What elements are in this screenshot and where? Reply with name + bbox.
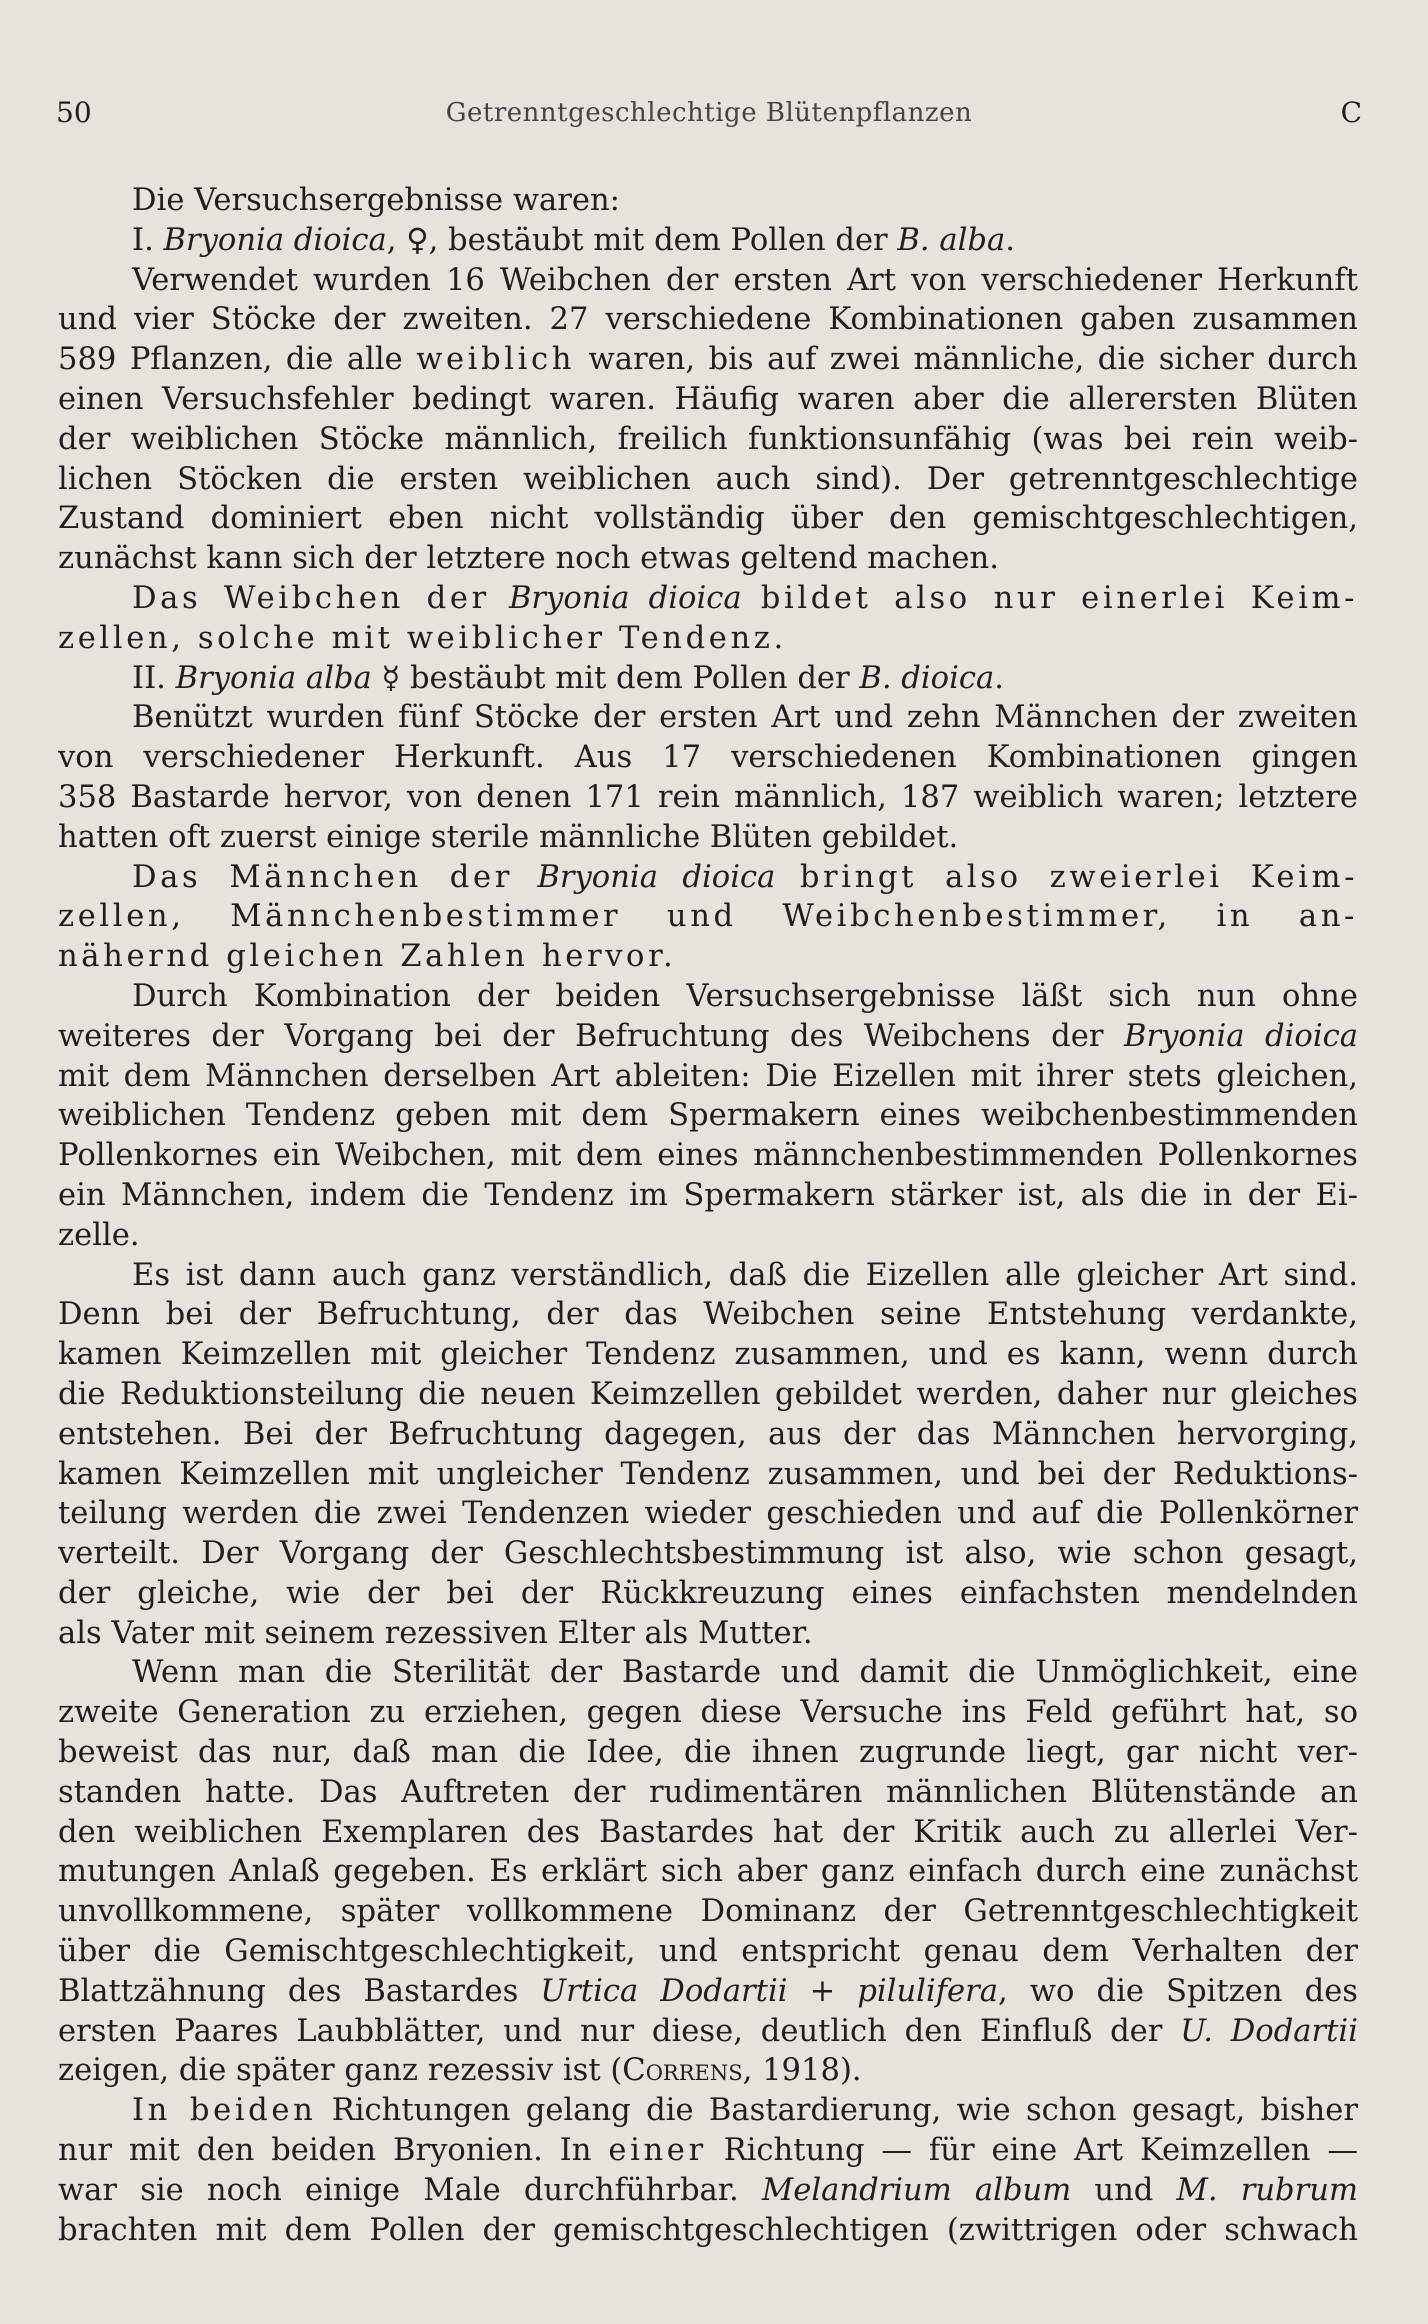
text-line: zellen, Männchenbestimmer und Weibchenbestimmer, in an- [58,899,1358,935]
text-line: zeigen, die später ganz rezessiv ist (Correns, 1918). [58,2053,862,2089]
text-line: II. Bryonia alba ☿ bestäubt mit dem Pollen der B. dioica. [132,660,1004,696]
text-line: beweist das nur, daß man die Idee, die ihnen zugrunde liegt, gar nicht ver- [58,1735,1358,1771]
body-text [58,181,1358,2250]
text-line: Denn bei der Befruchtung, der das Weibchen seine Entstehung verdankte, [58,1297,1358,1333]
text-line: teilung werden die zwei Tendenzen wieder geschieden und auf die Pollenkörner [58,1496,1358,1532]
text-line: 589 Pflanzen, die alle weiblich waren, bis auf zwei männliche, die sicher durch [58,342,1358,378]
page-number: 50 [56,96,92,129]
text-line: einen Versuchsfehler bedingt waren. Häufig waren aber die allerersten Blüten [58,381,1358,417]
text-line: kamen Keimzellen mit gleicher Tendenz zusammen, und es kann, wenn durch [58,1337,1358,1373]
text-line: Verwendet wurden 16 Weibchen der ersten Art von verschiedener Herkunft [132,262,1358,298]
text-line: weiblichen Tendenz geben mit dem Spermakern eines weibchenbestimmenden [58,1098,1358,1134]
text-line: brachten mit dem Pollen der gemischtgeschlechtigen (zwittrigen oder schwach [58,2212,1358,2248]
text-line: Wenn man die Sterilität der Bastarde und damit die Unmöglichkeit, eine [132,1655,1358,1691]
text-line: mit dem Männchen derselben Art ableiten: Die Eizellen mit ihrer stets gleichen, [58,1058,1358,1094]
text-line: In beiden Richtungen gelang die Bastardierung, wie schon gesagt, bisher [132,2093,1358,2129]
text-line: über die Gemischtgeschlechtigkeit, und entspricht genau dem Verhalten der [58,1934,1358,1970]
text-line: unvollkommene, später vollkommene Dominanz der Getrenntgeschlechtigkeit [58,1894,1358,1930]
text-line: hatten oft zuerst einige sterile männliche Blüten gebildet. [58,819,959,855]
text-line: zelle. [58,1217,140,1253]
text-line: Die Versuchsergebnisse waren: [132,183,620,218]
text-line: als Vater mit seinem rezessiven Elter als Mutter. [58,1615,813,1651]
text-line: mutungen Anlaß gegeben. Es erklärt sich aber ganz einfach durch eine zunächst [58,1854,1358,1890]
page-header [56,96,1362,136]
text-line: entstehen. Bei der Befruchtung dagegen, aus der das Männchen hervorging, [58,1416,1358,1452]
text-line: weiteres der Vorgang bei der Befruchtung des Weibchens der Bryonia dioica [58,1018,1358,1054]
text-line: war sie noch einige Male durchführbar. Melandrium album und M. rubrum [58,2172,1358,2208]
text-line: Pollenkornes ein Weibchen, mit dem eines männchenbestimmenden Pollenkornes [58,1138,1358,1174]
text-line: ersten Paares Laubblätter, und nur diese, deutlich den Einfluß der U. Dodartii [58,2013,1358,2049]
text-line: von verschiedener Herkunft. Aus 17 verschiedenen Kombinationen gingen [58,740,1358,776]
text-line: nur mit den beiden Bryonien. In einer Richtung — für eine Art Keimzellen — [58,2133,1358,2169]
text-line: standen hatte. Das Auftreten der rudimentären männlichen Blütenstände an [58,1774,1358,1810]
text-line: und vier Stöcke der zweiten. 27 verschiedene Kombinationen gaben zusammen [58,302,1358,338]
section-letter: C [1340,96,1362,129]
text-line: kamen Keimzellen mit ungleicher Tendenz zusammen, und bei der Reduktions- [58,1456,1358,1492]
text-line: zweite Generation zu erziehen, gegen diese Versuche ins Feld geführt hat, so [58,1695,1358,1731]
text-line: Zustand dominiert eben nicht vollständig über den gemischtgeschlechtigen, [58,501,1358,537]
text-line: Benützt wurden fünf Stöcke der ersten Art und zehn Männchen der zweiten [132,700,1358,736]
text-line: zunächst kann sich der letztere noch etwas geltend machen. [58,541,999,577]
running-title: Getrenntgeschlechtige Blütenpflanzen [445,98,973,128]
text-line: I. Bryonia dioica, ♀, bestäubt mit dem Pollen der B. alba. [132,222,1015,258]
text-line: die Reduktionsteilung die neuen Keimzellen gebildet werden, daher nur gleiches [58,1376,1358,1412]
text-line: lichen Stöcken die ersten weiblichen auch sind). Der getrenntgeschlechtige [58,461,1358,497]
text-line: 358 Bastarde hervor, von denen 171 rein männlich, 187 weiblich waren; letztere [58,779,1358,815]
text-line: nähernd gleichen Zahlen hervor. [58,939,677,975]
text-line: Das Weibchen der Bryonia dioica bildet also nur einerlei Keim- [132,580,1358,616]
text-line: Durch Kombination der beiden Versuchsergebnisse läßt sich nun ohne [132,978,1358,1014]
text-line: der gleiche, wie der bei der Rückkreuzung eines einfachsten mendelnden [58,1575,1358,1611]
text-line: ein Männchen, indem die Tendenz im Spermakern stärker ist, als die in der Ei- [58,1177,1358,1213]
text-line: den weiblichen Exemplaren des Bastardes hat der Kritik auch zu allerlei Ver- [58,1814,1358,1850]
text-line: der weiblichen Stöcke männlich, freilich funktionsunfähig (was bei rein weib- [58,421,1358,457]
text-line: verteilt. Der Vorgang der Geschlechtsbestimmung ist also, wie schon gesagt, [58,1536,1358,1572]
text-line: Blattzähnung des Bastardes Urtica Dodartii + pilulifera, wo die Spitzen des [58,1973,1358,2009]
text-line: zellen, solche mit weiblicher Tendenz. [58,620,787,656]
text-line: Das Männchen der Bryonia dioica bringt also zweierlei Keim- [132,859,1358,895]
text-line: Es ist dann auch ganz verständlich, daß die Eizellen alle gleicher Art sind. [132,1257,1358,1293]
